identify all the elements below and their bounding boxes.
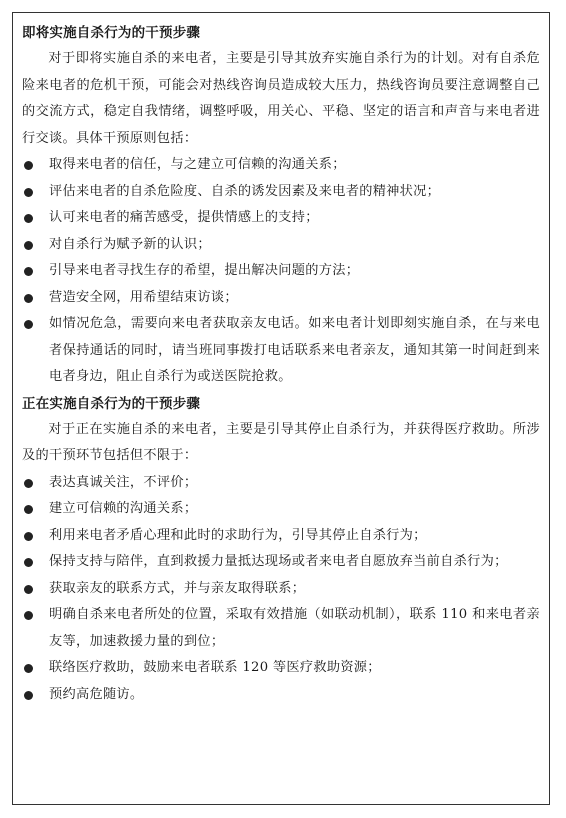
list-item-text: 评估来电者的自杀危险度、自杀的诱发因素及来电者的精神状况； (49, 183, 441, 199)
section1-list (22, 152, 540, 391)
list-item (22, 470, 540, 497)
bullet-icon (24, 294, 33, 303)
list-item-text: 表达真诚关注，不评价； (49, 474, 198, 490)
document-frame (12, 12, 550, 805)
section1-intro: 对于即将实施自杀的来电者，主要是引导其放弃实施自杀行为的计划。对有自杀危险来电者的危机干预，可能会对热线咨询员造成较大压力，热线咨询员要注意调整自己的交流方式，稳定自我情绪，调整呼吸，用关心、平稳、坚定的语言和声音与来电者进行交谈。具体干预原则包括： (22, 51, 540, 146)
bullet-icon (24, 664, 33, 673)
bullet-icon (24, 558, 33, 567)
list-item-text: 保持支持与陪伴，直到救援力量抵达现场或者来电者自愿放弃当前自杀行为； (49, 554, 508, 569)
list-item-text: 预约高危随访。 (49, 686, 144, 702)
document-content (22, 20, 540, 708)
list-item-text: 利用来电者矛盾心理和此时的求助行为，引导其停止自杀行为； (49, 527, 427, 543)
list-item (22, 655, 540, 682)
bullet-icon (24, 214, 33, 223)
list-item (22, 179, 540, 206)
list-item (22, 311, 540, 391)
list-item-text: 建立可信赖的沟通关系； (49, 501, 198, 516)
list-item-text: 引导来电者寻找生存的希望，提出解决问题的方法； (49, 263, 360, 278)
section2-heading: 正在实施自杀行为的干预步骤 (22, 395, 201, 412)
bullet-icon (24, 532, 33, 541)
section1-heading: 即将实施自杀行为的干预步骤 (22, 25, 201, 41)
list-item-text: 取得来电者的信任，与之建立可信赖的沟通关系； (49, 157, 346, 172)
list-item-text: 获取亲友的联系方式，并与亲友取得联系； (49, 580, 306, 596)
list-item-text: 如情况危急，需要向来电者获取亲友电话。如来电者计划即刻实施自杀，在与来电者保持通话的同时，请当班同事拨打电话联系来电者亲友，通知其第一时间赶到来电者身边，阻止自杀行为或送医院抢救。 (49, 316, 540, 384)
list-item (22, 496, 540, 523)
list-item (22, 682, 540, 709)
bullet-icon (24, 241, 33, 250)
list-item-text: 联络医疗救助，鼓励来电者联系 120 等医疗救助资源； (49, 660, 381, 675)
section2-list (22, 470, 540, 709)
list-item (22, 258, 540, 285)
list-item (22, 549, 540, 576)
list-item-text: 认可来电者的痛苦感受，提供情感上的支持； (49, 210, 319, 225)
list-item (22, 602, 540, 655)
bullet-icon (24, 161, 33, 170)
list-item-text: 营造安全网，用希望结束访谈； (49, 289, 238, 305)
bullet-icon (24, 267, 33, 276)
list-item (22, 523, 540, 550)
bullet-icon (24, 585, 33, 594)
list-item (22, 232, 540, 259)
section2-intro: 对于正在实施自杀的来电者，主要是引导其停止自杀行为，并获得医疗救助。所涉及的干预环节包括但不限于： (22, 421, 540, 463)
bullet-icon (24, 320, 33, 329)
bullet-icon (24, 611, 33, 620)
list-item (22, 285, 540, 312)
list-item (22, 152, 540, 179)
list-item-text: 明确自杀来电者所处的位置，采取有效措施（如联动机制），联系 110 和来电者亲友等，加速救援力量的到位； (49, 607, 540, 649)
bullet-icon (24, 691, 33, 700)
bullet-icon (24, 479, 33, 488)
bullet-icon (24, 188, 33, 197)
list-item (22, 576, 540, 603)
list-item-text: 对自杀行为赋予新的认识； (49, 236, 211, 252)
bullet-icon (24, 505, 33, 514)
list-item (22, 205, 540, 232)
